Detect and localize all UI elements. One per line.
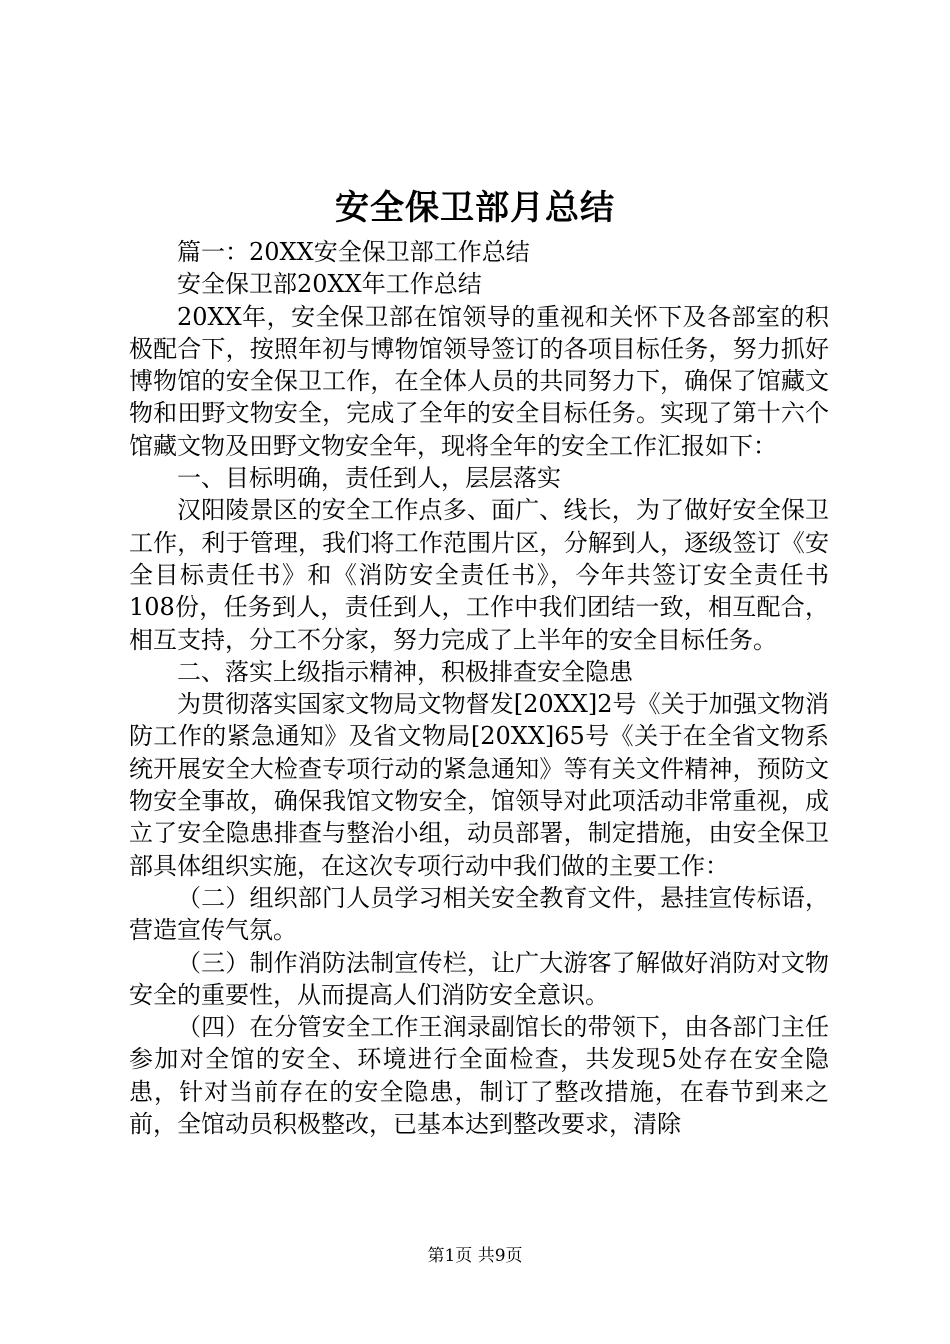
document-body (129, 236, 829, 1140)
document-title: 安全保卫部月总结 (335, 188, 615, 228)
paragraph-heading-2: 二、落实上级指示精神，积极排查安全隐患 (177, 657, 633, 686)
paragraph-intro: 20XX年，安全保卫部在馆领导的重视和关怀下及各部室的积极配合下，按照年初与博物馆领导签订的各项目标任务，努力抓好博物馆的安全保卫工作，在全体人员的共同努力下，确保了馆藏文物和田野文物安全，完成了全年的安全目标任务。实现了第十六个馆藏文物及田野文物安全年，现将全年的安全工作汇报如下： (129, 302, 829, 460)
paragraph-subtitle: 安全保卫部20XX年工作总结 (177, 270, 482, 299)
paragraph-item-2: （二）组织部门人员学习相关安全教育文件，悬挂宣传标语，营造宣传气氛。 (129, 883, 829, 945)
page-number-footer: 第1页 共9页 (427, 1246, 523, 1266)
paragraph-body-2: 为贯彻落实国家文物局文物督发[20XX]2号《关于加强文物消防工作的紧急通知》及省文物局[20XX]65号《关于在全省文物系统开展安全大检查专项行动的紧急通知》等有关文件精神，预防文物安全事故，确保我馆文物安全，馆领导对此项活动非常重视，成立了安全隐患排查与整治小组，动员部署，制定措施，由安全保卫部具体组织实施，在这次专项行动中我们做的主要工作： (129, 690, 829, 880)
paragraph-section-heading: 篇一：20XX安全保卫部工作总结 (177, 238, 530, 266)
paragraph-item-3: （三）制作消防法制宣传栏，让广大游客了解做好消防对文物安全的重要性，从而提高人们消防安全意识。 (129, 948, 829, 1009)
paragraph-heading-1: 一、目标明确，责任到人，层层落实 (177, 464, 561, 493)
paragraph-item-4: （四）在分管安全工作王润录副馆长的带领下，由各部门主任参加对全馆的安全、环境进行全面检查，共发现5处存在安全隐患，针对当前存在的安全隐患，制订了整改措施，在春节到来之前，全馆动员积极整改，已基本达到整改要求，清除 (129, 1013, 829, 1139)
paragraph-body-1: 汉阳陵景区的安全工作点多、面广、线长，为了做好安全保卫工作，利于管理，我们将工作范围片区，分解到人，逐级签订《安全目标责任书》和《消防安全责任书》，今年共签订安全责任书108份，任务到人，责任到人，工作中我们团结一致，相互配合，相互支持，分工不分家，努力完成了上半年的安全目标任务。 (129, 496, 829, 654)
